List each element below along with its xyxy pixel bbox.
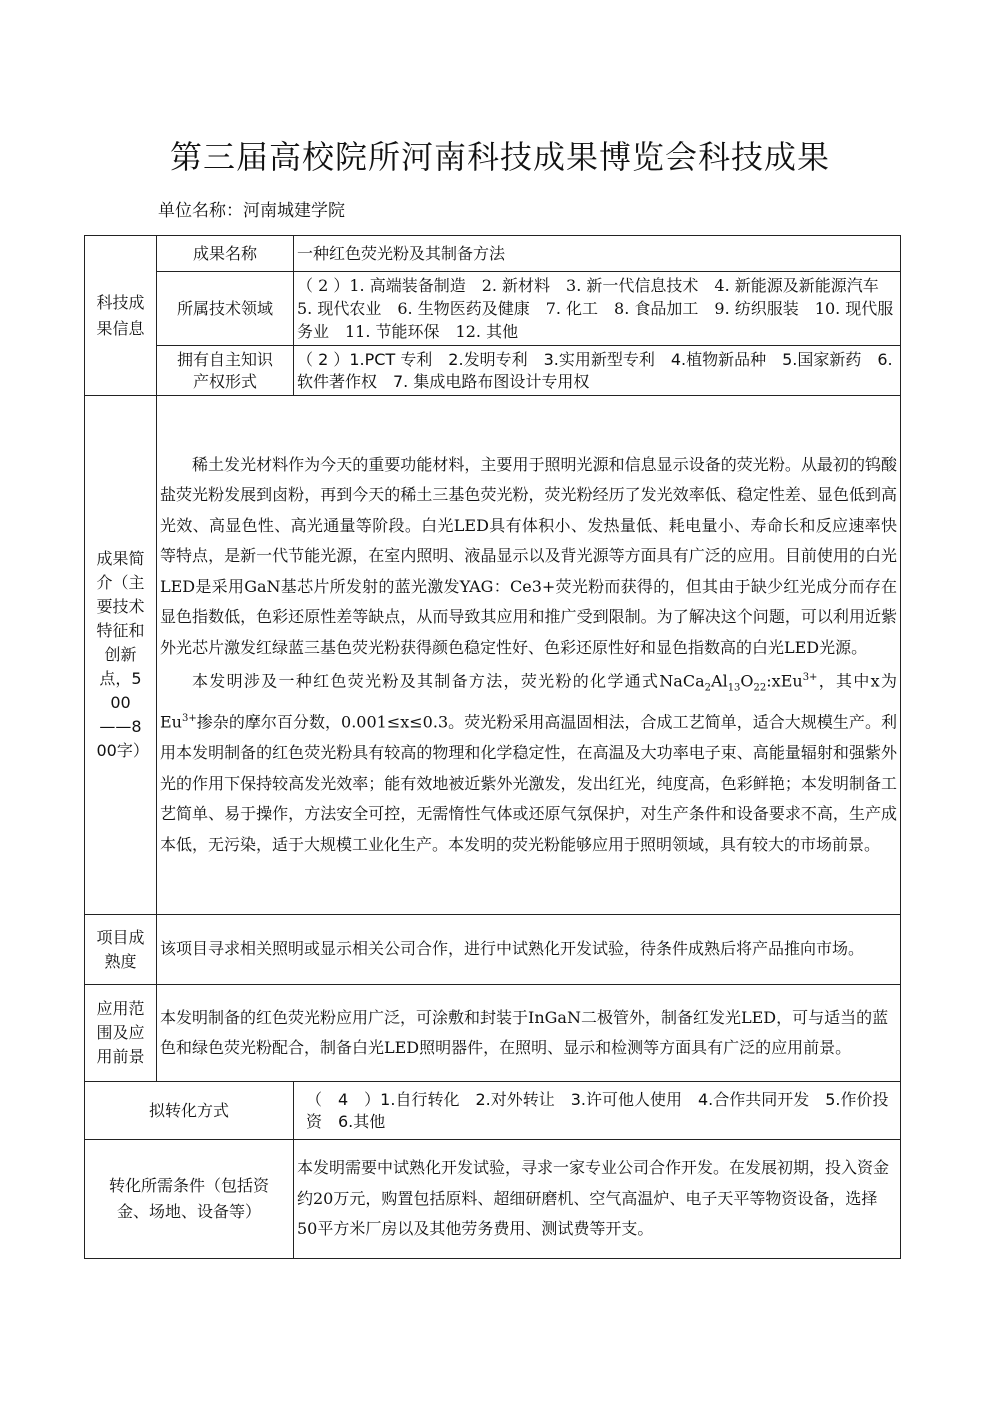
conditions-label <box>85 1140 294 1259</box>
row-tech-field <box>85 272 901 346</box>
row-ip-form <box>85 346 901 396</box>
formula-text-b: Al <box>711 671 728 691</box>
formula-sub-1: 2 <box>704 682 712 694</box>
formula-text-d: :xEu <box>766 671 803 691</box>
unit-name: 单位名称：河南城建学院 <box>158 201 345 221</box>
formula-text-c: O <box>740 671 754 691</box>
intro-label-text: 成果简介（主要技术特征和创新点，500——800字） <box>96 549 149 760</box>
application-label-text: 应用范围及应用前景 <box>96 999 145 1066</box>
intro-body <box>157 396 901 915</box>
transfer-label: 拟转化方式 <box>85 1082 294 1140</box>
page-title: 第三届高校院所河南科技成果博览会科技成果 <box>169 138 830 176</box>
transfer-value: （ 4 ）1.自行转化 2.对外转让 3.许可他人使用 4.合作共同开发 5.作价投资 6.其他 <box>294 1082 901 1140</box>
intro-label <box>85 396 157 915</box>
intro-paragraph-2 <box>160 663 897 860</box>
maturity-label-text: 项目成熟度 <box>96 927 145 971</box>
row-conditions <box>85 1140 901 1259</box>
conditions-label-text: 转化所需条件（包括资金、场地、设备等） <box>108 1176 269 1221</box>
formula-text-a: 本发明涉及一种红色荧光粉及其制备方法，荧光粉的化学通式NaCa <box>192 671 705 691</box>
formula-sub-3: 22 <box>753 682 767 694</box>
row-intro <box>85 396 901 915</box>
application-label <box>85 985 157 1082</box>
row-transfer <box>85 1082 901 1140</box>
intro-paragraph-1: 稀土发光材料作为今天的重要功能材料，主要用于照明光源和信息显示设备的荧光粉。从最初的钨酸盐荧光粉发展到卤粉，再到今天的稀土三基色荧光粉，荧光粉经历了发光效率低、稳定性差、显色低到高光效、高显色性、高光通量等阶段。白光LED具有体积小、发热量低、耗电量小、寿命长和反应速率快等特点，是新一代节能光源，在室内照明、液晶显示以及背光源等方面具有广泛的应用。目前使用的白光LED是采用GaN基芯片所发射的蓝光激发YAG：Ce3+荧光粉而获得的，但其由于缺少红光成分而存在显色指数低，色彩还原性差等缺点，从而导致其应用和推广受到限制。为了解决这个问题，可以利用近紫外光芯片激发红绿蓝三基色荧光粉获得颜色稳定性好、色彩还原性好和显色指数高的白光LED光源。 <box>160 454 897 657</box>
achievement-form-table <box>84 235 901 1259</box>
ip-label-text: 拥有自主知识产权形式 <box>177 349 274 391</box>
field-value: （ 2 ）1. 高端装备制造 2. 新材料 3. 新一代信息技术 4. 新能源及新能源汽车 5. 现代农业 6. 生物医药及健康 7. 化工 8. 食品加工 9. 纺织服装 10. 现代服务业 11. 节能环保 12. 其他 <box>294 272 901 346</box>
maturity-label <box>85 915 157 985</box>
ip-value: （ 2 ）1.PCT 专利 2.发明专利 3.实用新型专利 4.植物新品种 5.国家新药 6.软件著作权 7. 集成电路布图设计专用权 <box>294 346 901 396</box>
formula-text-e: ，其中x为Eu <box>160 671 897 732</box>
section-label-info-text: 科技成果信息 <box>96 292 145 338</box>
formula-sup-1: 3+ <box>802 672 818 684</box>
row-achievement-name <box>85 236 901 272</box>
formula-text-f: 掺杂的摩尔百分数，0.001≤x≤0.3。荧光粉采用高温固相法，合成工艺简单，适合大规模生产。利用本发明制备的红色荧光粉具有较高的物理和化学稳定性，在高温及大功率电子束、高能量辐射和强紫外光的作用下保持较高发光效率；能有效地被近紫外光激发，发出红光，纯度高，色彩鲜艳；本发明制备工艺简单、易于操作，方法安全可控，无需惰性气体或还原气氛保护，对生产条件和设备要求不高，生产成本低，无污染，适于大规模工业化生产。本发明的荧光粉能够应用于照明领域，具有较大的市场前景。 <box>160 712 897 854</box>
application-value: 本发明制备的红色荧光粉应用广泛，可涂敷和封装于InGaN二极管外，制备红发光LED，可与适当的蓝色和绿色荧光粉配合，制备白光LED照明器件，在照明、显示和检测等方面具有广泛的应用前景。 <box>157 985 901 1082</box>
ip-label <box>157 346 294 396</box>
formula-sub-2: 13 <box>727 682 741 694</box>
name-value: 一种红色荧光粉及其制备方法 <box>294 236 901 272</box>
maturity-value: 该项目寻求相关照明或显示相关公司合作，进行中试熟化开发试验，待条件成熟后将产品推向市场。 <box>157 915 901 985</box>
conditions-value: 本发明需要中试熟化开发试验，寻求一家专业公司合作开发。在发展初期，投入资金约20万元，购置包括原料、超细研磨机、空气高温炉、电子天平等物资设备，选择50平方米厂房以及其他劳务费用、测试费等开支。 <box>294 1140 901 1259</box>
formula-sup-2: 3+ <box>181 713 197 725</box>
section-label-info <box>85 236 157 396</box>
field-label: 所属技术领域 <box>157 272 294 346</box>
row-maturity <box>85 915 901 985</box>
row-application <box>85 985 901 1082</box>
name-label: 成果名称 <box>157 236 294 272</box>
